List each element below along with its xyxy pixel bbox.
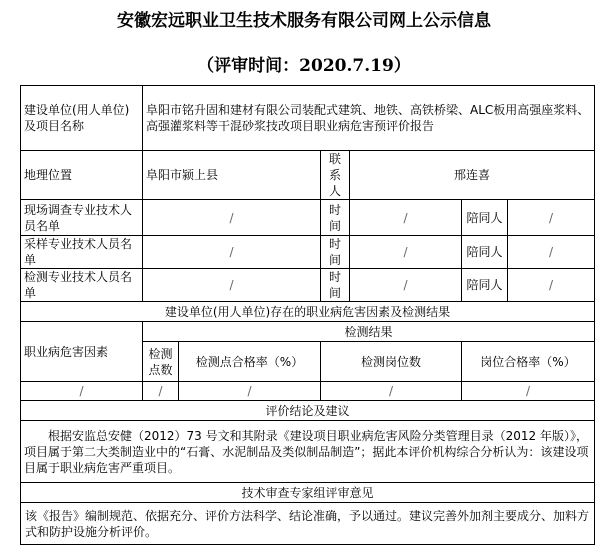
table-row (21, 322, 595, 342)
testing-time-value: / (350, 269, 462, 302)
review-time: （评审时间：2020.7.19） (197, 56, 411, 76)
sampling-value: / (143, 236, 321, 269)
unit-label: 建设单位(用人单位)及项目名称 (21, 86, 143, 151)
survey-time-label: 时间 (321, 200, 350, 236)
posts-value: / (321, 382, 462, 401)
survey-value: / (143, 200, 321, 236)
survey-time-value: / (350, 200, 462, 236)
factor-label: 职业病危害因素 (21, 322, 143, 382)
col-posts: 检测岗位数 (321, 342, 462, 382)
factor-value: / (21, 382, 143, 401)
survey-label: 现场调查专业技术人员名单 (21, 200, 143, 236)
contact-label: 联系人 (321, 151, 350, 200)
sampling-label: 采样专业技术人员名单 (21, 236, 143, 269)
conclusion-title: 评价结论及建议 (21, 401, 595, 421)
sampling-accompany-value: / (508, 236, 595, 269)
hazard-section-title: 建设单位(用人单位)存在的职业病危害因素及检测结果 (21, 302, 595, 322)
table-row (21, 236, 595, 269)
unit-value: 阜阳市铭升固和建材有限公司装配式建筑、地铁、高铁桥梁、ALC板用高强座浆料、高强灌浆料等干混砂浆技改项目职业病危害预评价报告 (143, 86, 595, 151)
sampling-accompany-label: 陪同人 (462, 236, 508, 269)
location-value: 阜阳市颍上县 (143, 151, 321, 200)
table-row (21, 483, 595, 503)
table-row (21, 86, 595, 151)
col-points: 检测点数 (143, 342, 179, 382)
testing-label: 检测专业技术人员名单 (21, 269, 143, 302)
testing-accompany-label: 陪同人 (462, 269, 508, 302)
point-rate-value: / (179, 382, 321, 401)
points-value: / (143, 382, 179, 401)
table-row (21, 401, 595, 421)
sampling-time-label: 时间 (321, 236, 350, 269)
table-row (21, 151, 595, 200)
post-rate-value: / (462, 382, 595, 401)
testing-time-label: 时间 (321, 269, 350, 302)
info-table (20, 85, 595, 545)
expert-title: 技术审查专家组评审意见 (21, 483, 595, 503)
expert-text: 该《报告》编制规范、依据充分、评价方法科学、结论准确，予以通过。建议完善外加剂主要成分、加料方式和防护设施分析评价。 (21, 503, 595, 545)
table-row (21, 421, 595, 483)
survey-accompany-value: / (508, 200, 595, 236)
sampling-time-value: / (350, 236, 462, 269)
table-row (21, 269, 595, 302)
result-label: 检测结果 (143, 322, 595, 342)
contact-value: 邢连喜 (350, 151, 595, 200)
page-title: 安徽宏远职业卫生技术服务有限公司网上公示信息 (117, 11, 491, 31)
testing-accompany-value: / (508, 269, 595, 302)
testing-value: / (143, 269, 321, 302)
location-label: 地理位置 (21, 151, 143, 200)
col-post-rate: 岗位合格率（%） (462, 342, 595, 382)
table-row (21, 302, 595, 322)
table-row (21, 382, 595, 401)
conclusion-text: 根据安监总安健（2012）73 号文和其附录《建设项目职业病危害风险分类管理目录（2012 年版）》，项目属于第二大类制造业中的“石膏、水泥制品及类似制品制造”；据此本评价机构综合分析认为：该建设项目属于职业病危害严重项目。 (21, 421, 595, 483)
table-row (21, 200, 595, 236)
table-row (21, 503, 595, 545)
survey-accompany-label: 陪同人 (462, 200, 508, 236)
col-point-rate: 检测点合格率（%） (179, 342, 321, 382)
